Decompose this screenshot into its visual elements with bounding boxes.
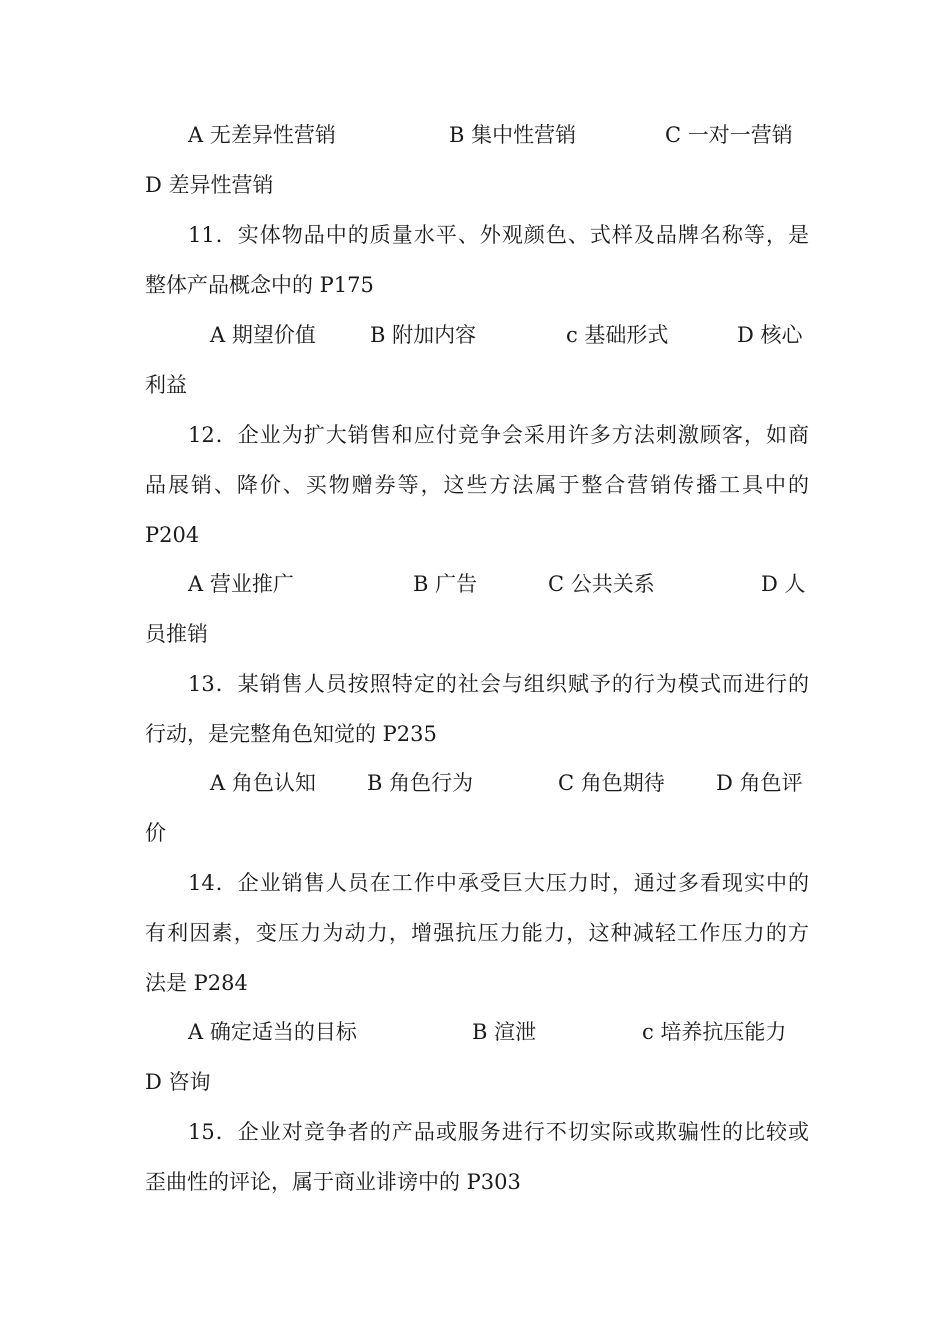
q15-stem-line2: 歪曲性的评论，属于商业诽谤中的 P303 bbox=[145, 1170, 521, 1194]
q12-option-a: A 营业推广 bbox=[188, 572, 294, 596]
q14-option-b: B 渲泄 bbox=[472, 1020, 537, 1044]
q11-option-c: c 基础形式 bbox=[566, 323, 669, 347]
q13-option-a: A 角色认知 bbox=[210, 771, 316, 795]
q10-option-a: A 无差异性营销 bbox=[188, 123, 336, 147]
q14-stem-line3: 法是 P284 bbox=[145, 971, 248, 995]
q13-stem-line1: 13．某销售人员按照特定的社会与组织赋予的行为模式而进行的 bbox=[188, 672, 809, 696]
q11-option-b: B 附加内容 bbox=[370, 323, 477, 347]
q12-stem-line1: 12．企业为扩大销售和应付竞争会采用许多方法刺激顾客，如商 bbox=[188, 423, 809, 447]
q12-option-d-wrap: 员推销 bbox=[145, 622, 208, 646]
q15-stem-line1: 15．企业对竞争者的产品或服务进行不切实际或欺骗性的比较或 bbox=[188, 1120, 809, 1144]
q10-option-c: C 一对一营销 bbox=[665, 123, 793, 147]
q14-option-c: c 培养抗压能力 bbox=[642, 1020, 787, 1044]
q12-stem-line3: P204 bbox=[145, 523, 200, 547]
q12-option-d: D 人 bbox=[761, 572, 806, 596]
q13-option-b: B 角色行为 bbox=[367, 771, 474, 795]
q13-option-d: D 角色评 bbox=[716, 771, 803, 795]
q12-stem-line2: 品展销、降价、买物赠券等，这些方法属于整合营销传播工具中的 bbox=[145, 473, 809, 497]
q11-option-a: A 期望价值 bbox=[210, 323, 316, 347]
q14-option-a: A 确定适当的目标 bbox=[188, 1020, 357, 1044]
q14-stem-line1: 14．企业销售人员在工作中承受巨大压力时，通过多看现实中的 bbox=[188, 871, 809, 895]
q12-option-b: B 广告 bbox=[413, 572, 478, 596]
q10-option-b: B 集中性营销 bbox=[449, 123, 577, 147]
q13-stem-line2: 行动，是完整角色知觉的 P235 bbox=[145, 722, 437, 746]
q12-option-c: C 公共关系 bbox=[548, 572, 655, 596]
q11-option-d: D 核心 bbox=[737, 323, 803, 347]
q13-option-d-wrap: 价 bbox=[145, 821, 166, 845]
q14-option-d: D 咨询 bbox=[145, 1070, 211, 1094]
q11-stem-line2: 整体产品概念中的 P175 bbox=[145, 273, 374, 297]
q10-option-d: D 差异性营销 bbox=[145, 173, 274, 197]
q14-stem-line2: 有利因素，变压力为动力，增强抗压力能力，这种减轻工作压力的方 bbox=[145, 921, 809, 945]
q11-option-d-wrap: 利益 bbox=[145, 373, 187, 397]
q13-option-c: C 角色期待 bbox=[558, 771, 665, 795]
q11-stem-line1: 11．实体物品中的质量水平、外观颜色、式样及品牌名称等，是 bbox=[188, 223, 809, 247]
